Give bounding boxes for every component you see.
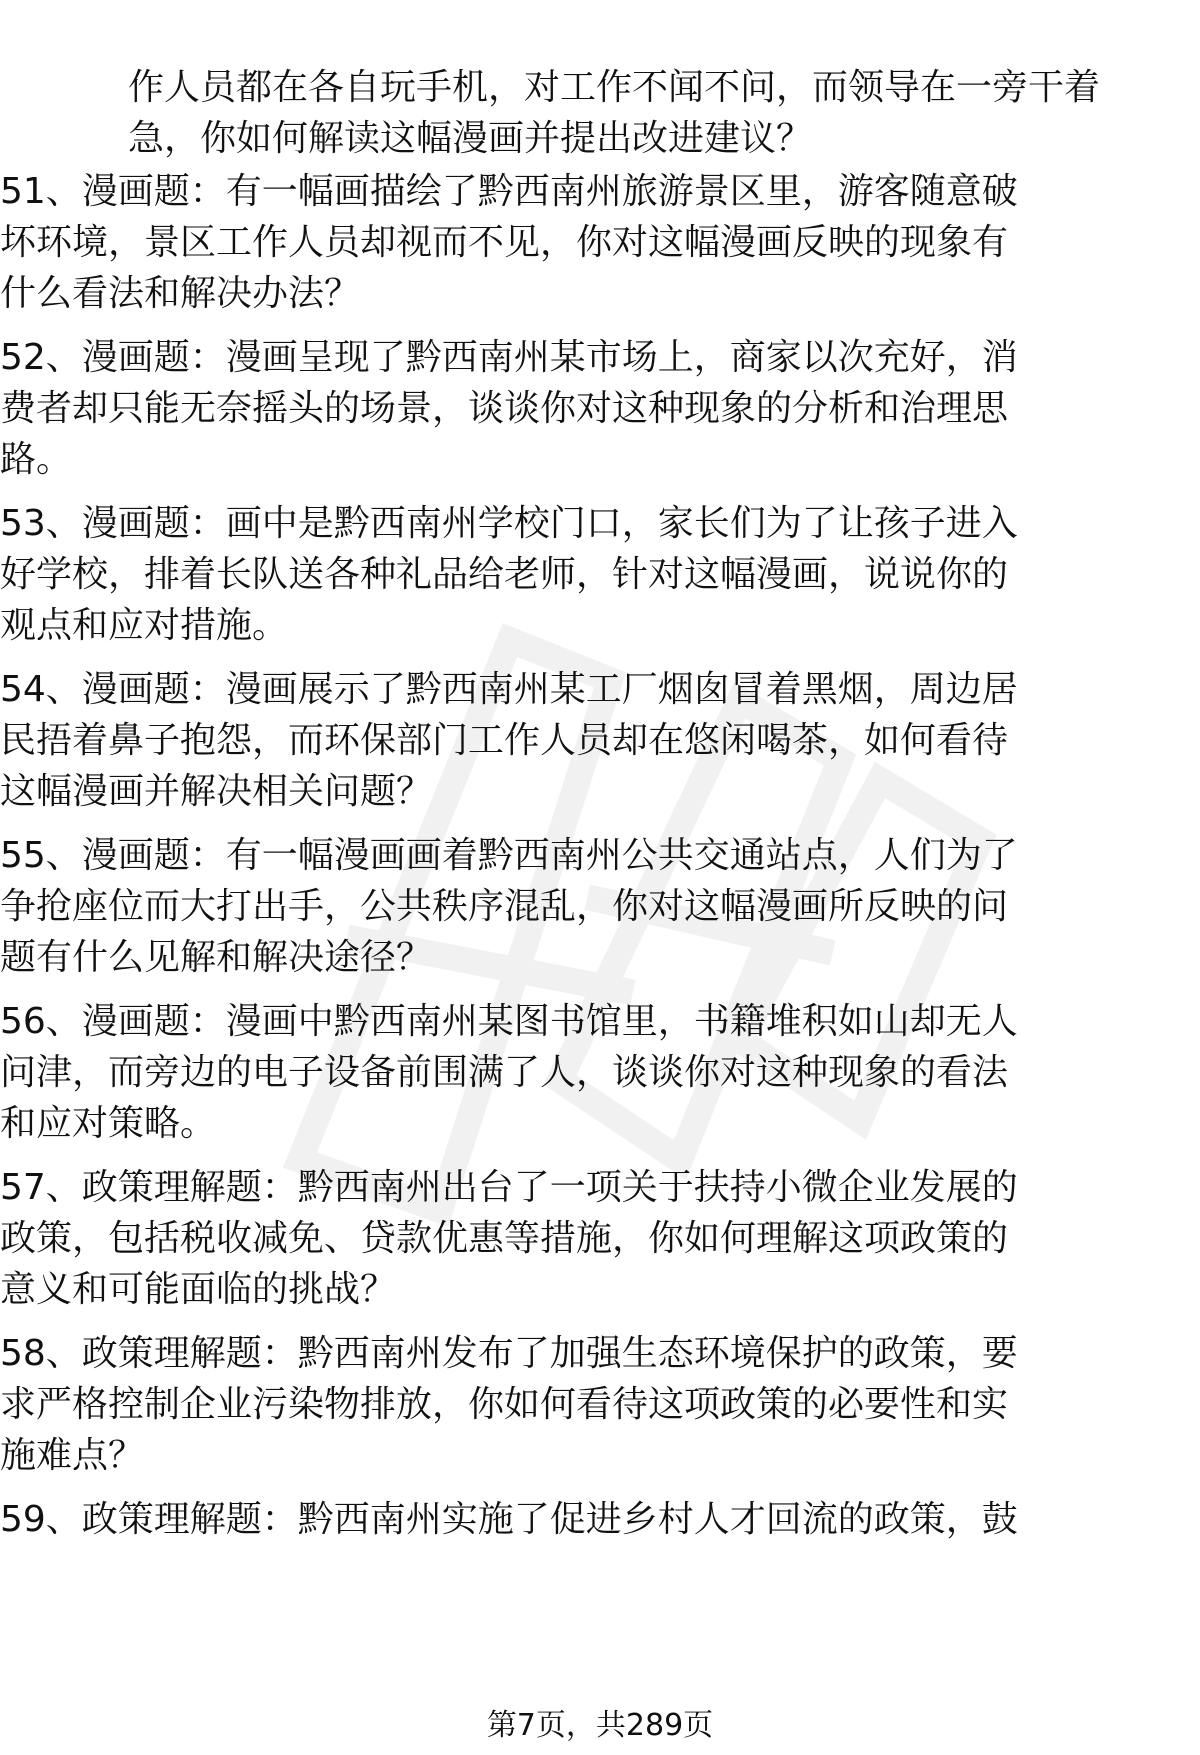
item-text: 52、漫画题：漫画呈现了黔西南州某市场上，商家以次充好，消费者却只能无奈摇头的场景，谈谈你对这种现象的分析和治理思路。 bbox=[0, 337, 1018, 480]
list-item bbox=[0, 332, 1020, 485]
item-text: 54、漫画题：漫画展示了黔西南州某工厂烟囱冒着黑烟，周边居民捂着鼻子抱怨，而环保部门工作人员却在悠闲喝茶，如何看待这幅漫画并解决相关问题？ bbox=[0, 669, 1018, 812]
item-text: 57、政策理解题：黔西南州出台了一项关于扶持小微企业发展的政策，包括税收减免、贷款优惠等措施，你如何理解这项政策的意义和可能面临的挑战？ bbox=[0, 1167, 1018, 1310]
list-item bbox=[0, 1162, 1020, 1315]
list-item bbox=[0, 830, 1020, 983]
list-item bbox=[0, 498, 1020, 651]
item-text: 55、漫画题：有一幅漫画画着黔西南州公共交通站点，人们为了争抢座位而大打出手，公共秩序混乱，你对这幅漫画所反映的问题有什么见解和解决途径？ bbox=[0, 835, 1018, 978]
list-item bbox=[0, 166, 1020, 319]
list-item bbox=[0, 1494, 1020, 1545]
item-text: 59、政策理解题：黔西南州实施了促进乡村人才回流的政策，鼓 bbox=[0, 1499, 1018, 1540]
list-item bbox=[0, 664, 1020, 817]
list-item bbox=[0, 996, 1020, 1149]
continuation-text: 作人员都在各自玩手机，对工作不闻不问，而领导在一旁干着急，你如何解读这幅漫画并提出改进建议？ bbox=[128, 67, 1101, 159]
page-footer: 第7页，共289页 bbox=[486, 1708, 714, 1743]
item-text: 56、漫画题：漫画中黔西南州某图书馆里，书籍堆积如山却无人问津，而旁边的电子设备前围满了人，谈谈你对这种现象的看法和应对策略。 bbox=[0, 1001, 1018, 1144]
item-text: 58、政策理解题：黔西南州发布了加强生态环境保护的政策，要求严格控制企业污染物排放，你如何看待这项政策的必要性和实施难点？ bbox=[0, 1333, 1018, 1476]
item-text: 53、漫画题：画中是黔西南州学校门口，家长们为了让孩子进入好学校，排着长队送各种礼品给老师，针对这幅漫画，说说你的观点和应对措施。 bbox=[0, 503, 1018, 646]
list-item bbox=[0, 1328, 1020, 1481]
item-text: 51、漫画题：有一幅画描绘了黔西南州旅游景区里，游客随意破坏环境，景区工作人员却视而不见，你对这幅漫画反映的现象有什么看法和解决办法？ bbox=[0, 171, 1018, 314]
